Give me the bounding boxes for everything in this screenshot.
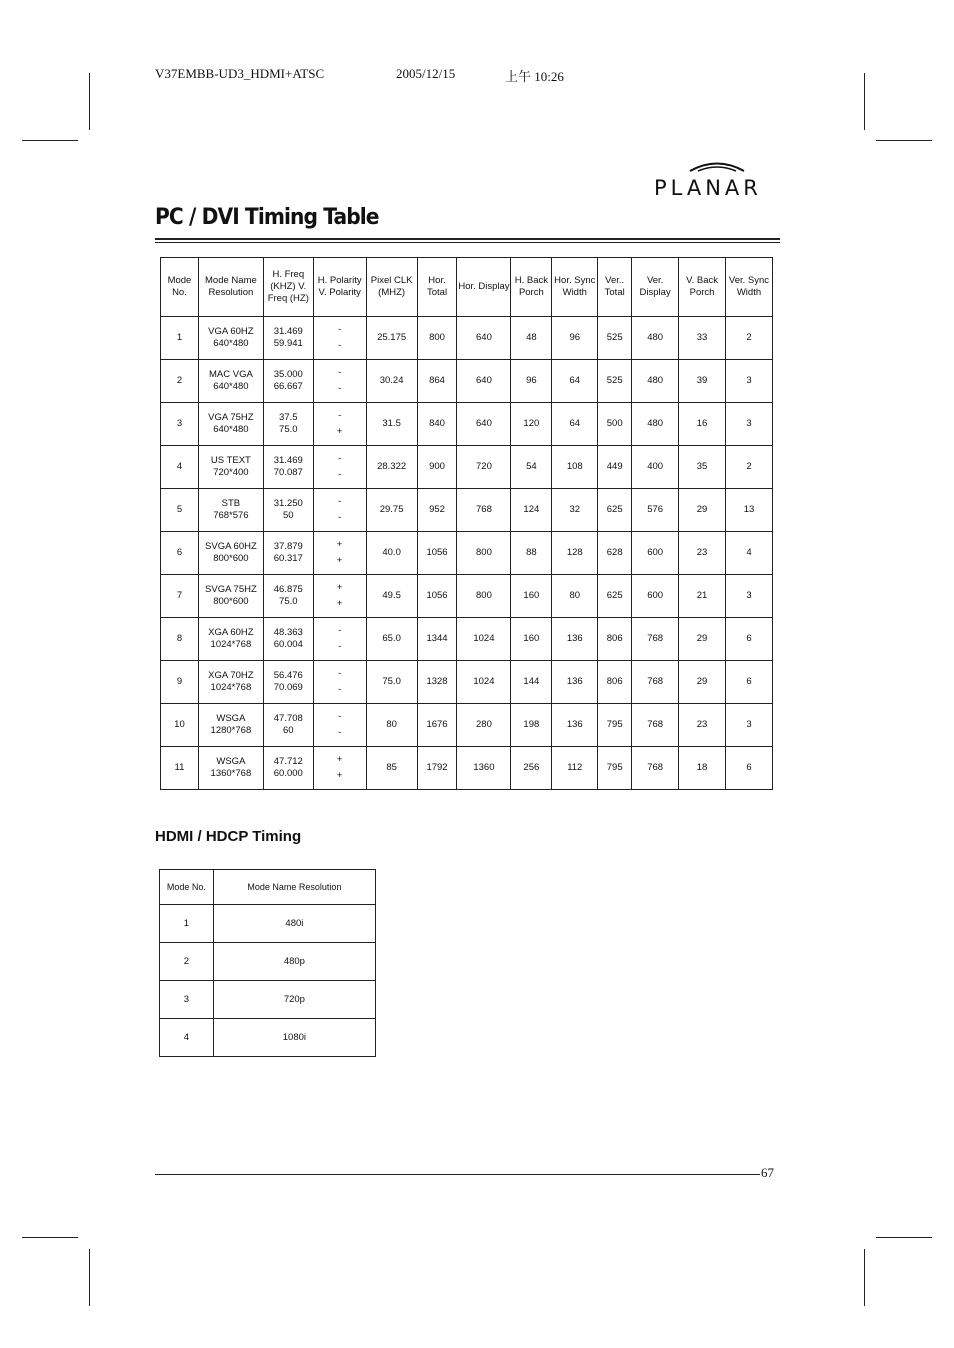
mode-no-cell: 6 bbox=[161, 532, 199, 575]
ver-display-cell: 768 bbox=[632, 618, 679, 661]
polarity-cell bbox=[313, 446, 366, 489]
pixel-clock-cell: 80 bbox=[366, 704, 417, 747]
cell-value: 35.000 bbox=[273, 369, 303, 380]
ver-sync-width-cell: 3 bbox=[726, 704, 773, 747]
ver-display-cell: 480 bbox=[632, 403, 679, 446]
h-back-porch-cell: 48 bbox=[511, 317, 552, 360]
ver-display-cell: 768 bbox=[632, 704, 679, 747]
hor-display-cell: 640 bbox=[457, 317, 511, 360]
frequency-cell bbox=[263, 704, 313, 747]
v-back-porch-cell: 35 bbox=[679, 446, 726, 489]
crop-mark bbox=[22, 140, 78, 141]
polarity-cell bbox=[313, 661, 366, 704]
ver-total-cell: 625 bbox=[598, 489, 632, 532]
ver-display-cell: 576 bbox=[632, 489, 679, 532]
cell-value: - bbox=[338, 453, 342, 464]
mode-name-cell bbox=[198, 360, 263, 403]
ver-total-cell: 795 bbox=[598, 704, 632, 747]
h-back-porch-cell: 96 bbox=[511, 360, 552, 403]
ver-total-cell: 795 bbox=[598, 747, 632, 790]
cell-value: 800*600 bbox=[213, 553, 249, 564]
cell-value: 37.879 bbox=[273, 541, 303, 552]
ver-sync-width-cell: 4 bbox=[726, 532, 773, 575]
cell-value: 1280*768 bbox=[210, 725, 252, 736]
hor-sync-width-cell: 96 bbox=[552, 317, 598, 360]
frequency-cell bbox=[263, 360, 313, 403]
hor-total-cell: 1056 bbox=[417, 575, 457, 618]
cell-value: XGA 70HZ bbox=[208, 670, 254, 681]
hor-total-cell: 1676 bbox=[417, 704, 457, 747]
h-back-porch-cell: 124 bbox=[511, 489, 552, 532]
cell-value: 1360*768 bbox=[210, 768, 252, 779]
mode-name-cell: 480i bbox=[213, 905, 375, 943]
hdmi-section-title: HDMI / HDCP Timing bbox=[155, 828, 302, 845]
ver-total-cell: 806 bbox=[598, 618, 632, 661]
column-header: H. Freq (KHZ) V. Freq (HZ) bbox=[263, 258, 313, 317]
column-header: Mode Name Resolution bbox=[213, 870, 375, 905]
hor-display-cell: 768 bbox=[457, 489, 511, 532]
column-header: Hor. Total bbox=[417, 258, 457, 317]
polarity-cell bbox=[313, 317, 366, 360]
cell-value: 640*480 bbox=[213, 381, 249, 392]
ver-sync-width-cell: 6 bbox=[726, 618, 773, 661]
column-header: H. Polarity V. Polarity bbox=[313, 258, 366, 317]
hor-display-cell: 1024 bbox=[457, 618, 511, 661]
table-row bbox=[160, 905, 376, 943]
v-back-porch-cell: 23 bbox=[679, 532, 726, 575]
table-row bbox=[161, 403, 773, 446]
cell-value: 75.0 bbox=[279, 596, 298, 607]
cell-value: 47.708 bbox=[273, 713, 303, 724]
cell-value: 70.087 bbox=[273, 467, 303, 478]
hor-sync-width-cell: 80 bbox=[552, 575, 598, 618]
ver-sync-width-cell: 13 bbox=[726, 489, 773, 532]
cell-value: SVGA 60HZ bbox=[205, 541, 257, 552]
crop-mark bbox=[89, 73, 90, 130]
cell-value: 640*480 bbox=[213, 424, 249, 435]
hor-total-cell: 1328 bbox=[417, 661, 457, 704]
cell-value: XGA 60HZ bbox=[208, 627, 254, 638]
polarity-cell bbox=[313, 747, 366, 790]
mode-no-cell: 3 bbox=[161, 403, 199, 446]
h-back-porch-cell: 54 bbox=[511, 446, 552, 489]
cell-value: - bbox=[338, 340, 342, 351]
h-back-porch-cell: 144 bbox=[511, 661, 552, 704]
table-header-row bbox=[161, 258, 773, 317]
planar-logo-icon bbox=[688, 158, 746, 174]
cell-value: 720*400 bbox=[213, 467, 249, 478]
frequency-cell bbox=[263, 317, 313, 360]
cell-value: 48.363 bbox=[273, 627, 303, 638]
column-header: V. Back Porch bbox=[679, 258, 726, 317]
cell-value: 56.476 bbox=[273, 670, 303, 681]
ver-total-cell: 806 bbox=[598, 661, 632, 704]
polarity-cell bbox=[313, 704, 366, 747]
mode-no-cell: 1 bbox=[160, 905, 214, 943]
v-back-porch-cell: 21 bbox=[679, 575, 726, 618]
cell-value: - bbox=[338, 684, 342, 695]
mode-no-cell: 8 bbox=[161, 618, 199, 661]
cell-value: 47.712 bbox=[273, 756, 303, 767]
polarity-cell bbox=[313, 360, 366, 403]
hor-display-cell: 280 bbox=[457, 704, 511, 747]
column-header: Ver. Sync Width bbox=[726, 258, 773, 317]
mode-name-cell bbox=[198, 575, 263, 618]
hdmi-timing-table bbox=[159, 869, 376, 1057]
hor-display-cell: 800 bbox=[457, 532, 511, 575]
cell-value: - bbox=[338, 410, 342, 421]
pixel-clock-cell: 30.24 bbox=[366, 360, 417, 403]
mode-name-cell bbox=[198, 704, 263, 747]
title-rule bbox=[155, 238, 780, 240]
pc-dvi-timing-table bbox=[160, 257, 773, 790]
hor-sync-width-cell: 64 bbox=[552, 360, 598, 403]
hor-sync-width-cell: 108 bbox=[552, 446, 598, 489]
cell-value: - bbox=[338, 641, 342, 652]
ver-sync-width-cell: 2 bbox=[726, 317, 773, 360]
column-header: Mode No. bbox=[161, 258, 199, 317]
cell-value: 60 bbox=[283, 725, 294, 736]
mode-name-cell bbox=[198, 618, 263, 661]
table-header-row bbox=[160, 870, 376, 905]
h-back-porch-cell: 198 bbox=[511, 704, 552, 747]
ver-total-cell: 625 bbox=[598, 575, 632, 618]
cell-value: - bbox=[338, 469, 342, 480]
cell-value: 70.069 bbox=[273, 682, 303, 693]
hor-display-cell: 1360 bbox=[457, 747, 511, 790]
crop-mark bbox=[89, 1249, 90, 1306]
cell-value: - bbox=[338, 727, 342, 738]
cell-value: 60.000 bbox=[273, 768, 303, 779]
cell-value: - bbox=[338, 383, 342, 394]
hor-total-cell: 800 bbox=[417, 317, 457, 360]
cell-value: - bbox=[338, 711, 342, 722]
cell-value: MAC VGA bbox=[208, 369, 253, 380]
cell-value: 60.317 bbox=[273, 553, 303, 564]
cell-value: + bbox=[336, 582, 343, 593]
cell-value: 37.5 bbox=[279, 412, 298, 423]
frequency-cell bbox=[263, 575, 313, 618]
table-row bbox=[160, 943, 376, 981]
frequency-cell bbox=[263, 489, 313, 532]
mode-name-cell bbox=[198, 532, 263, 575]
table-row bbox=[161, 575, 773, 618]
ver-total-cell: 525 bbox=[598, 360, 632, 403]
planar-logo-text: PLANAR bbox=[654, 176, 762, 200]
v-back-porch-cell: 33 bbox=[679, 317, 726, 360]
ver-total-cell: 500 bbox=[598, 403, 632, 446]
mode-no-cell: 4 bbox=[160, 1019, 214, 1057]
frequency-cell bbox=[263, 747, 313, 790]
pixel-clock-cell: 85 bbox=[366, 747, 417, 790]
pixel-clock-cell: 25.175 bbox=[366, 317, 417, 360]
cell-value: - bbox=[338, 367, 342, 378]
cell-value: 1024*768 bbox=[210, 682, 252, 693]
column-header: Mode No. bbox=[160, 870, 214, 905]
hor-display-cell: 720 bbox=[457, 446, 511, 489]
cell-value: 75.0 bbox=[279, 424, 298, 435]
cell-value: - bbox=[338, 512, 342, 523]
ver-display-cell: 768 bbox=[632, 661, 679, 704]
hor-sync-width-cell: 32 bbox=[552, 489, 598, 532]
cell-value: 800*600 bbox=[213, 596, 249, 607]
cell-value: 640*480 bbox=[213, 338, 249, 349]
cell-value: 66.667 bbox=[273, 381, 303, 392]
mode-no-cell: 9 bbox=[161, 661, 199, 704]
hor-sync-width-cell: 112 bbox=[552, 747, 598, 790]
mode-name-cell bbox=[198, 661, 263, 704]
polarity-cell bbox=[313, 403, 366, 446]
footer-rule bbox=[155, 1174, 760, 1175]
h-back-porch-cell: 120 bbox=[511, 403, 552, 446]
frequency-cell bbox=[263, 618, 313, 661]
ver-display-cell: 400 bbox=[632, 446, 679, 489]
crop-mark bbox=[864, 1249, 865, 1306]
table-row bbox=[161, 618, 773, 661]
table-row bbox=[161, 661, 773, 704]
page-title: PC / DVI Timing Table bbox=[155, 205, 379, 230]
cell-value: 59.941 bbox=[273, 338, 303, 349]
cell-value: VGA 60HZ bbox=[208, 326, 254, 337]
header-time: 上午 10:26 bbox=[505, 69, 564, 84]
cell-value: - bbox=[338, 625, 342, 636]
h-back-porch-cell: 88 bbox=[511, 532, 552, 575]
mode-no-cell: 4 bbox=[161, 446, 199, 489]
polarity-cell bbox=[313, 532, 366, 575]
column-header: Mode Name Resolution bbox=[198, 258, 263, 317]
ver-total-cell: 525 bbox=[598, 317, 632, 360]
table-row bbox=[160, 981, 376, 1019]
v-back-porch-cell: 23 bbox=[679, 704, 726, 747]
table-row bbox=[161, 489, 773, 532]
cell-value: + bbox=[336, 426, 343, 437]
hor-sync-width-cell: 64 bbox=[552, 403, 598, 446]
cell-value: 31.469 bbox=[273, 455, 303, 466]
cell-value: WSGA bbox=[216, 756, 246, 767]
pixel-clock-cell: 49.5 bbox=[366, 575, 417, 618]
hor-sync-width-cell: 136 bbox=[552, 661, 598, 704]
cell-value: + bbox=[336, 539, 343, 550]
ver-display-cell: 600 bbox=[632, 575, 679, 618]
crop-mark bbox=[22, 1237, 78, 1238]
v-back-porch-cell: 16 bbox=[679, 403, 726, 446]
hor-display-cell: 640 bbox=[457, 360, 511, 403]
column-header: H. Back Porch bbox=[511, 258, 552, 317]
mode-no-cell: 10 bbox=[161, 704, 199, 747]
mode-no-cell: 1 bbox=[161, 317, 199, 360]
cell-value: + bbox=[336, 598, 343, 609]
pixel-clock-cell: 29.75 bbox=[366, 489, 417, 532]
frequency-cell bbox=[263, 661, 313, 704]
ver-sync-width-cell: 3 bbox=[726, 575, 773, 618]
v-back-porch-cell: 39 bbox=[679, 360, 726, 403]
mode-no-cell: 5 bbox=[161, 489, 199, 532]
ver-display-cell: 600 bbox=[632, 532, 679, 575]
hor-sync-width-cell: 136 bbox=[552, 704, 598, 747]
ver-total-cell: 628 bbox=[598, 532, 632, 575]
cell-value: WSGA bbox=[216, 713, 246, 724]
crop-mark bbox=[864, 73, 865, 130]
cell-value: US TEXT bbox=[210, 455, 251, 466]
cell-value: STB bbox=[221, 498, 241, 509]
hor-display-cell: 640 bbox=[457, 403, 511, 446]
ver-sync-width-cell: 3 bbox=[726, 360, 773, 403]
table-row bbox=[161, 446, 773, 489]
cell-value: 60.004 bbox=[273, 639, 303, 650]
cell-value: + bbox=[336, 754, 343, 765]
h-back-porch-cell: 256 bbox=[511, 747, 552, 790]
hor-display-cell: 800 bbox=[457, 575, 511, 618]
frequency-cell bbox=[263, 446, 313, 489]
column-header: Hor. Display bbox=[457, 258, 511, 317]
column-header: Hor. Sync Width bbox=[552, 258, 598, 317]
hor-total-cell: 952 bbox=[417, 489, 457, 532]
cell-value: + bbox=[336, 555, 343, 566]
frequency-cell bbox=[263, 532, 313, 575]
hor-total-cell: 1056 bbox=[417, 532, 457, 575]
hor-sync-width-cell: 128 bbox=[552, 532, 598, 575]
pixel-clock-cell: 31.5 bbox=[366, 403, 417, 446]
polarity-cell bbox=[313, 489, 366, 532]
cell-value: 46.875 bbox=[273, 584, 303, 595]
table-row bbox=[161, 747, 773, 790]
ver-sync-width-cell: 6 bbox=[726, 661, 773, 704]
h-back-porch-cell: 160 bbox=[511, 618, 552, 661]
header-date: 2005/12/15 bbox=[396, 66, 456, 81]
table-row bbox=[161, 532, 773, 575]
table-row bbox=[160, 1019, 376, 1057]
mode-no-cell: 11 bbox=[161, 747, 199, 790]
hor-sync-width-cell: 136 bbox=[552, 618, 598, 661]
pixel-clock-cell: 28.322 bbox=[366, 446, 417, 489]
column-header: Pixel CLK (MHZ) bbox=[366, 258, 417, 317]
cell-value: SVGA 75HZ bbox=[205, 584, 257, 595]
mode-name-cell bbox=[198, 747, 263, 790]
mode-no-cell: 2 bbox=[160, 943, 214, 981]
mode-no-cell: 3 bbox=[160, 981, 214, 1019]
mode-name-cell bbox=[198, 403, 263, 446]
mode-no-cell: 7 bbox=[161, 575, 199, 618]
crop-mark bbox=[876, 1237, 932, 1238]
frequency-cell bbox=[263, 403, 313, 446]
pixel-clock-cell: 40.0 bbox=[366, 532, 417, 575]
mode-name-cell: 720p bbox=[213, 981, 375, 1019]
table-row bbox=[161, 704, 773, 747]
cell-value: 50 bbox=[283, 510, 294, 521]
table-row bbox=[161, 317, 773, 360]
column-header: Ver.. Total bbox=[598, 258, 632, 317]
hor-total-cell: 1344 bbox=[417, 618, 457, 661]
ver-sync-width-cell: 3 bbox=[726, 403, 773, 446]
column-header: Ver. Display bbox=[632, 258, 679, 317]
cell-value: VGA 75HZ bbox=[208, 412, 254, 423]
mode-name-cell bbox=[198, 446, 263, 489]
mode-name-cell: 480p bbox=[213, 943, 375, 981]
v-back-porch-cell: 29 bbox=[679, 618, 726, 661]
cell-value: - bbox=[338, 668, 342, 679]
v-back-porch-cell: 29 bbox=[679, 661, 726, 704]
hor-total-cell: 900 bbox=[417, 446, 457, 489]
mode-name-cell bbox=[198, 317, 263, 360]
pixel-clock-cell: 65.0 bbox=[366, 618, 417, 661]
ver-sync-width-cell: 2 bbox=[726, 446, 773, 489]
mode-no-cell: 2 bbox=[161, 360, 199, 403]
cell-value: 1024*768 bbox=[210, 639, 252, 650]
title-rule bbox=[155, 242, 780, 243]
cell-value: 31.469 bbox=[273, 326, 303, 337]
pixel-clock-cell: 75.0 bbox=[366, 661, 417, 704]
mode-name-cell bbox=[198, 489, 263, 532]
table-row bbox=[161, 360, 773, 403]
ver-display-cell: 768 bbox=[632, 747, 679, 790]
cell-value: - bbox=[338, 496, 342, 507]
cell-value: + bbox=[336, 770, 343, 781]
hor-total-cell: 864 bbox=[417, 360, 457, 403]
polarity-cell bbox=[313, 575, 366, 618]
mode-name-cell: 1080i bbox=[213, 1019, 375, 1057]
header-filename: V37EMBB-UD3_HDMI+ATSC bbox=[155, 66, 325, 81]
hor-display-cell: 1024 bbox=[457, 661, 511, 704]
ver-total-cell: 449 bbox=[598, 446, 632, 489]
v-back-porch-cell: 18 bbox=[679, 747, 726, 790]
cell-value: 31.250 bbox=[273, 498, 303, 509]
v-back-porch-cell: 29 bbox=[679, 489, 726, 532]
polarity-cell bbox=[313, 618, 366, 661]
ver-sync-width-cell: 6 bbox=[726, 747, 773, 790]
cell-value: - bbox=[338, 324, 342, 335]
cell-value: 768*576 bbox=[213, 510, 249, 521]
ver-display-cell: 480 bbox=[632, 360, 679, 403]
h-back-porch-cell: 160 bbox=[511, 575, 552, 618]
page-number: 67 bbox=[761, 1165, 774, 1180]
ver-display-cell: 480 bbox=[632, 317, 679, 360]
crop-mark bbox=[876, 140, 932, 141]
hor-total-cell: 840 bbox=[417, 403, 457, 446]
hor-total-cell: 1792 bbox=[417, 747, 457, 790]
